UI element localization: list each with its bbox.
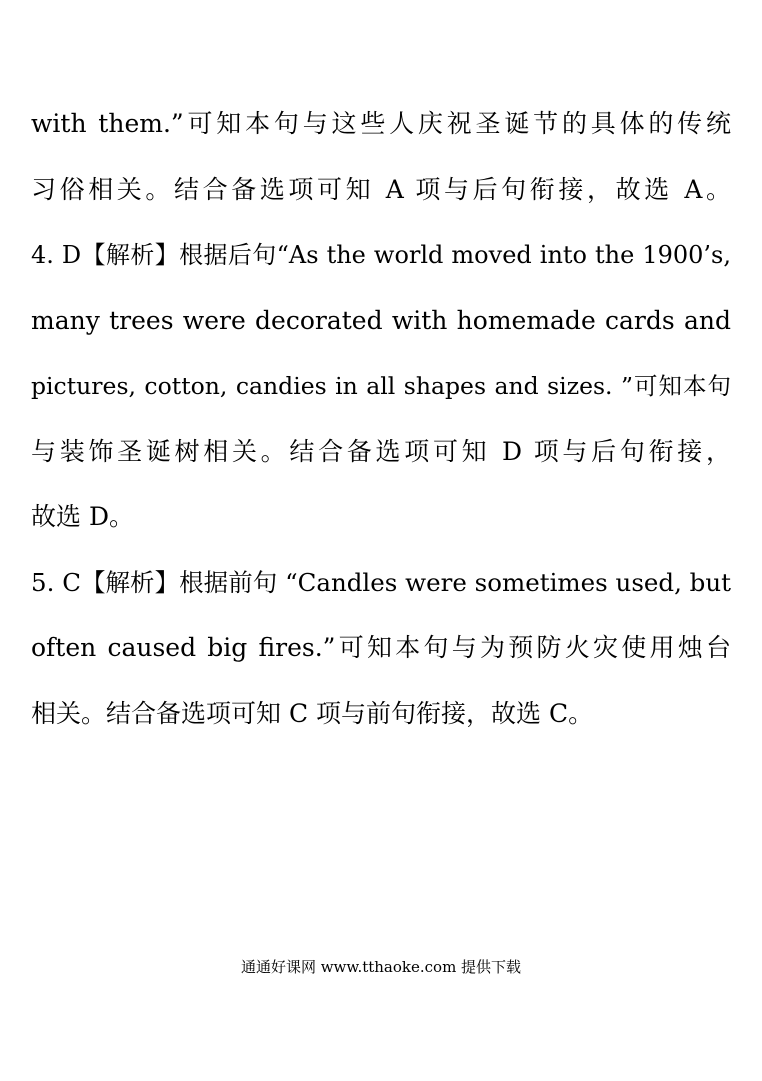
page-footer: 通通好课网 www.tthaoke.com 提供下载 xyxy=(240,958,522,976)
text-line-5: pictures, cotton, candies in all shapes and sizes. ”可知本句 xyxy=(31,372,731,400)
text-line-3: 4. D【解析】根据后句“As the world moved into the 1900’s, xyxy=(31,241,731,269)
text-line-10: 相关。结合备选项可知 C 项与前句衔接，故选 C。 xyxy=(31,699,594,728)
text-line-4: many trees were decorated with homemade cards and xyxy=(31,306,731,335)
text-line-6: 与装饰圣诞树相关。结合备选项可知 D 项与后句衔接， xyxy=(31,437,731,466)
text-line-7: 故选 D。 xyxy=(31,502,134,531)
text-line-2: 习俗相关。结合备选项可知 A 项与后句衔接，故选 A。 xyxy=(31,175,731,204)
text-line-8: 5. C【解析】根据前句 “Candles were sometimes used, but xyxy=(31,568,731,597)
text-line-9: often caused big fires.”可知本句与为预防火灾使用烛台 xyxy=(31,633,731,662)
text-line-1: with them.”可知本句与这些人庆祝圣诞节的具体的传统 xyxy=(31,109,731,138)
